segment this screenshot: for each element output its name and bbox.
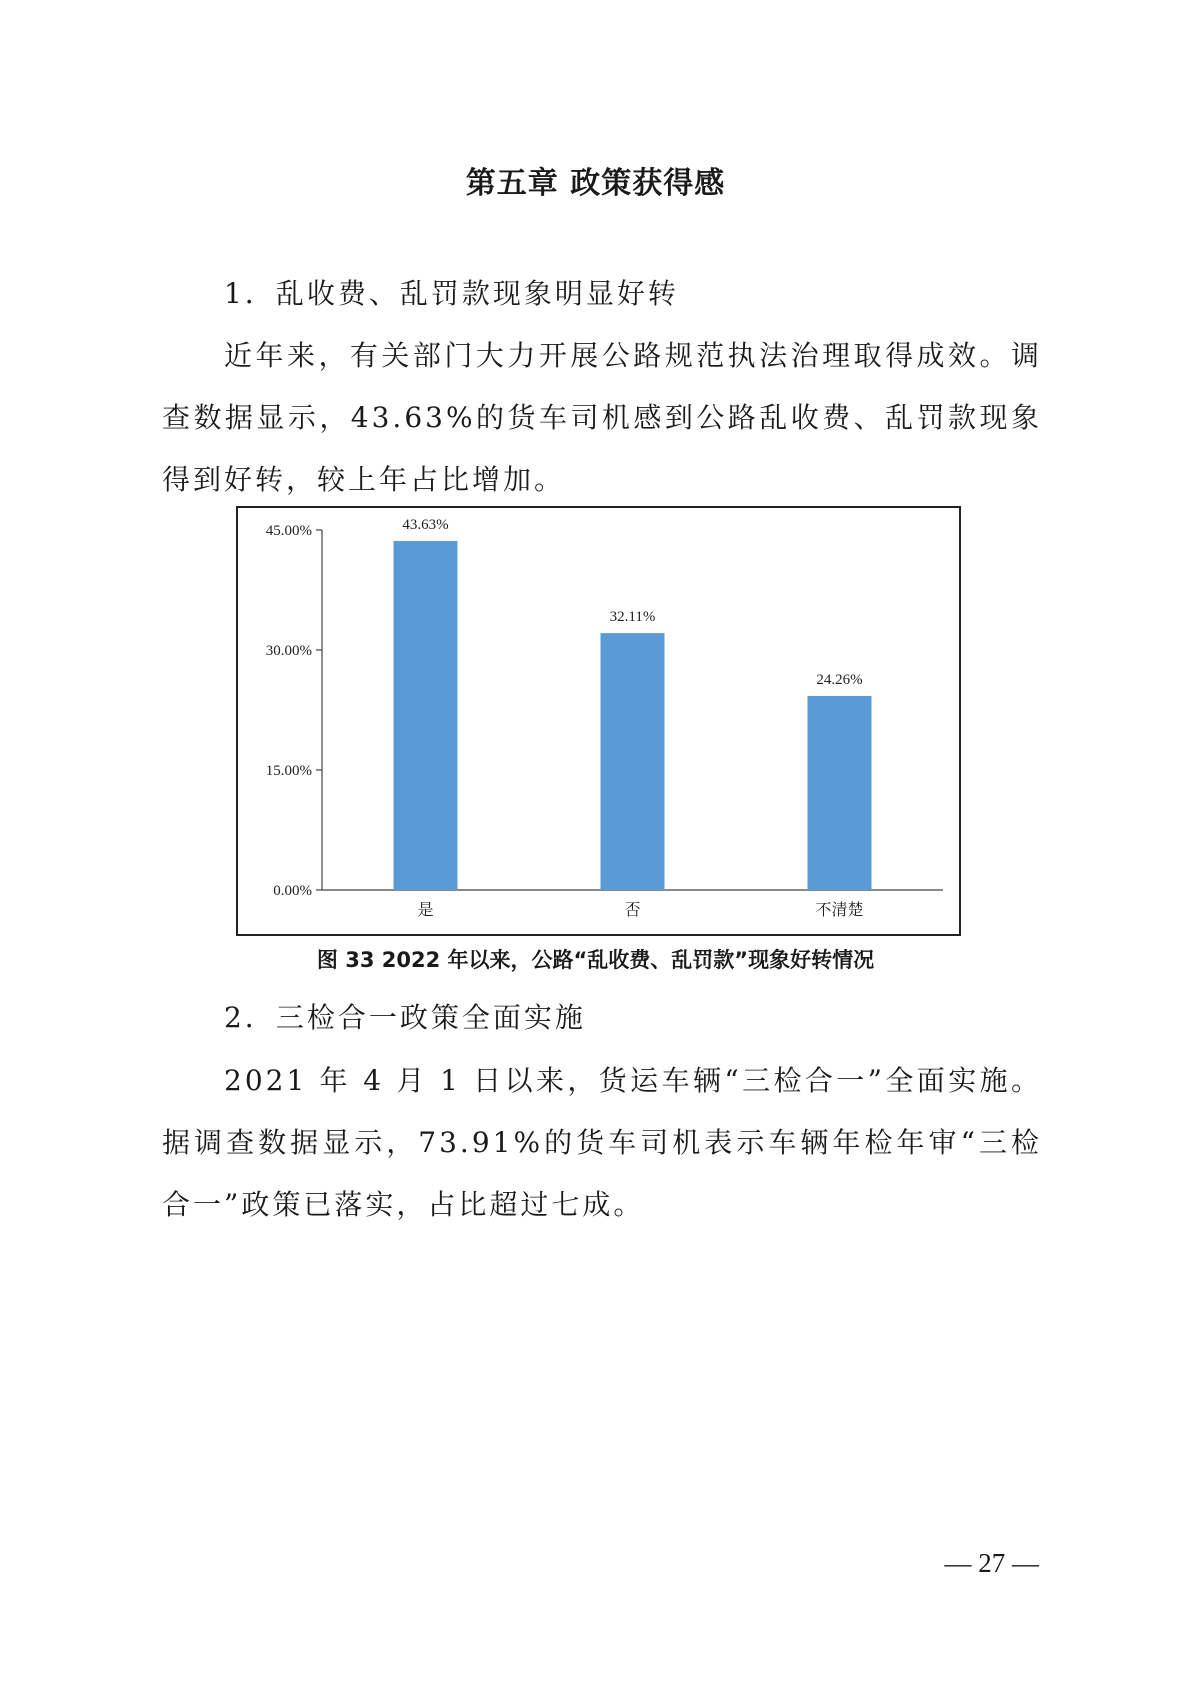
y-tick-label: 45.00% bbox=[265, 523, 312, 539]
y-tick-label: 30.00% bbox=[265, 643, 312, 659]
category-label: 否 bbox=[624, 900, 641, 919]
figure-caption: 图 33 2022 年以来，公路“乱收费、乱罚款”现象好转情况 bbox=[316, 948, 875, 972]
bar-value-label: 43.63% bbox=[402, 516, 449, 533]
bar-chart bbox=[236, 506, 961, 936]
chapter-title: 第五章 政策获得感 bbox=[465, 166, 726, 201]
bar-value-label: 32.11% bbox=[609, 609, 656, 626]
page-number: — 27 — bbox=[944, 1548, 1039, 1578]
section-1-paragraph: 近年来，有关部门大力开展公路规范执法治理取得成效。调查数据显示，43.63%的货车司机感到公路乱收费、乱罚款现象得到好转，较上年占比增加。 bbox=[162, 339, 1042, 496]
bar-2 bbox=[601, 633, 665, 890]
y-tick-label: 15.00% bbox=[265, 763, 312, 779]
section-heading-1: 1．乱收费、乱罚款现象明显好转 bbox=[224, 277, 679, 310]
bar-3 bbox=[808, 696, 872, 890]
y-tick-label: 0.00% bbox=[273, 883, 312, 899]
section-2-paragraph: 2021 年 4 月 1 日以来，货运车辆“三检合一”全面实施。据调查数据显示，73.91%的货车司机表示车辆年检年审“三检合一”政策已落实，占比超过七成。 bbox=[162, 1064, 1042, 1221]
bar-chart-svg bbox=[238, 508, 963, 938]
bar-value-label: 24.26% bbox=[816, 671, 863, 688]
category-label: 是 bbox=[417, 900, 434, 919]
section-heading-2: 2．三检合一政策全面实施 bbox=[224, 1001, 586, 1034]
bar-1 bbox=[394, 541, 458, 890]
category-label: 不清楚 bbox=[815, 900, 864, 919]
